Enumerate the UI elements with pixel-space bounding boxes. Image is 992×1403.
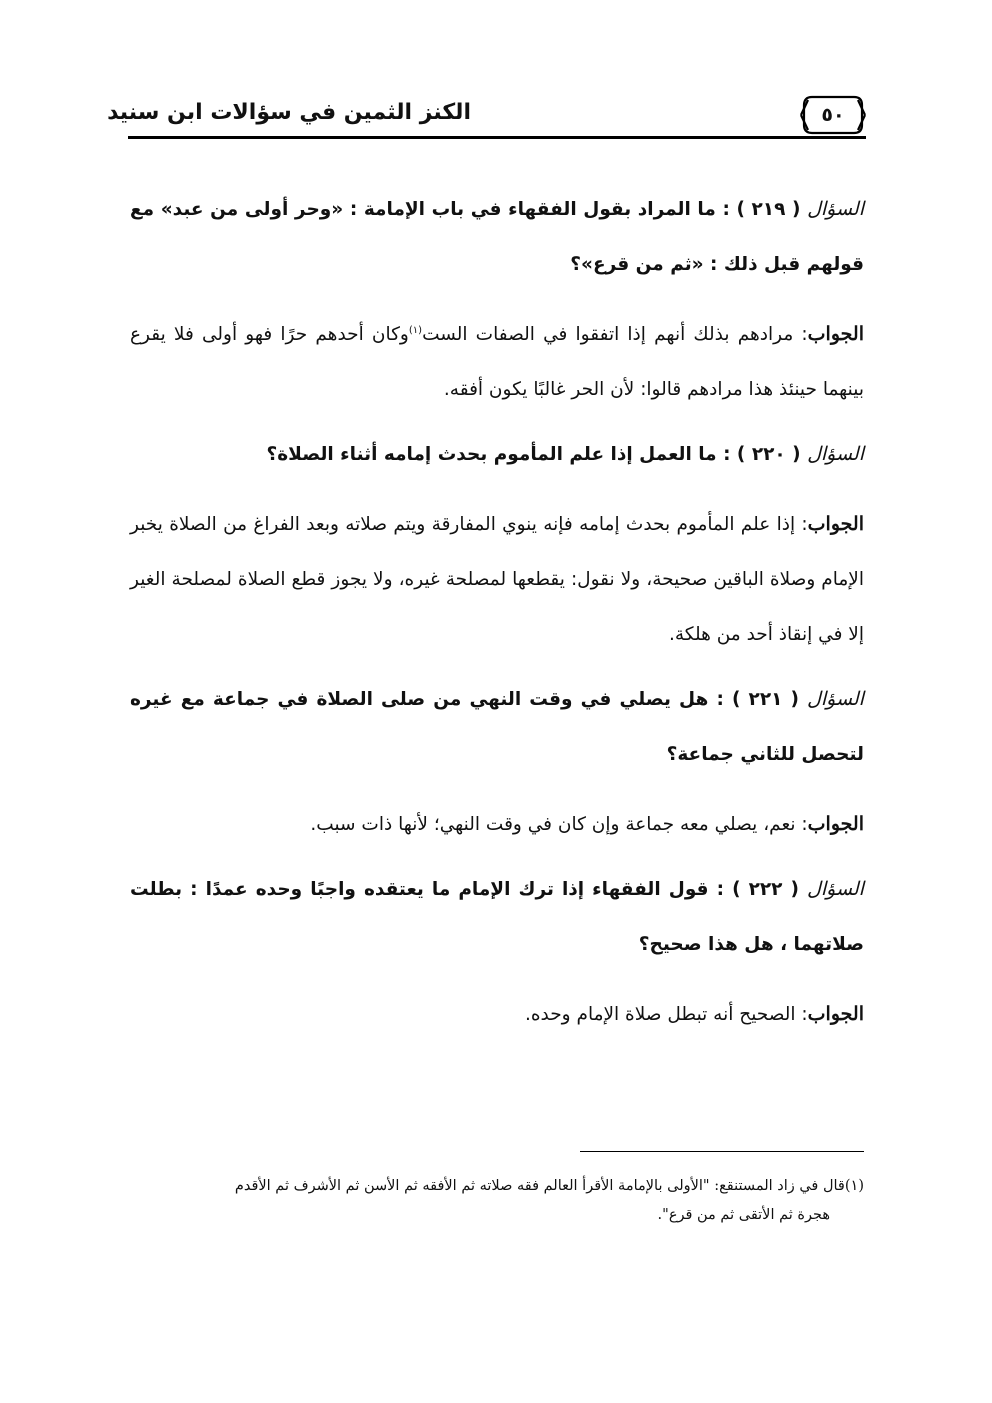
question-number: ( ٢٢٢ ) : xyxy=(716,879,799,900)
question-text: ما المراد بقول الفقهاء في باب الإمامة : «وحر أولى من عبد» مع قولهم قبل ذلك : «ثم من قرع»؟ xyxy=(130,199,864,275)
qa-content xyxy=(130,172,864,1042)
footnote-text-continued: هجرة ثم الأتقى ثم من قرع". xyxy=(657,1207,830,1223)
question-text: هل يصلي في وقت النهي من صلى الصلاة في جماعة مع غيره لتحصل للثاني جماعة؟ xyxy=(130,689,864,765)
answer-text: : نعم، يصلي معه جماعة وإن كان في وقت النهي؛ لأنها ذات سبب. xyxy=(310,814,808,835)
question-label: السؤال xyxy=(807,878,864,900)
question-221 xyxy=(130,672,864,782)
page-header xyxy=(107,90,866,140)
answer-221 xyxy=(130,797,864,852)
page-number: ٥٠ xyxy=(821,104,845,126)
footnote-marker: (١) xyxy=(844,1178,864,1194)
footnote-reference: (١) xyxy=(408,324,423,336)
question-text: ما العمل إذا علم المأموم بحدث إمامه أثناء الصلاة؟ xyxy=(266,444,717,465)
question-220 xyxy=(130,427,864,482)
question-number: ( ٢٢١ ) : xyxy=(716,689,799,710)
header-divider xyxy=(128,136,866,139)
answer-text: : إذا علم المأموم بحدث إمامه فإنه ينوي المفارقة ويتم صلاته وبعد الفراغ من الصلاة يخبر الإمام وصلاة الباقين صحيحة، ولا نقول: يقطعها لمصلحة غيره، ولا يجوز قطع الصلاة لمصلحة الغير إلا في إنقاذ أحد من هلكة. xyxy=(130,514,864,645)
answer-219 xyxy=(130,307,864,417)
footnote xyxy=(128,1172,864,1230)
question-222 xyxy=(130,862,864,972)
book-title: الكنز الثمين في سؤالات ابن سنيد xyxy=(107,100,471,125)
answer-text: : مرادهم بذلك أنهم إذا اتفقوا في الصفات الست xyxy=(422,324,808,345)
question-label: السؤال xyxy=(807,688,864,710)
answer-222 xyxy=(130,987,864,1042)
answer-label: الجواب xyxy=(807,813,864,835)
question-number: ( ٢٢٠ ) : xyxy=(723,444,801,465)
question-label: السؤال xyxy=(807,198,864,220)
footnote-divider xyxy=(580,1151,864,1152)
answer-label: الجواب xyxy=(807,1003,864,1025)
answer-220 xyxy=(130,497,864,662)
question-219 xyxy=(130,182,864,292)
page-number-badge xyxy=(800,94,866,136)
answer-label: الجواب xyxy=(807,513,864,535)
question-label: السؤال xyxy=(807,443,864,465)
question-number: ( ٢١٩ ) : xyxy=(722,199,801,220)
question-text: قول الفقهاء إذا ترك الإمام ما يعتقده واجبًا وحده عمدًا : بطلت صلاتهما ، هل هذا صحيح؟ xyxy=(130,879,864,955)
answer-text-continued: وكان أحدهم حرًا فهو أولى فلا يقرع بينهما حينئذ هذا مرادهم قالوا: لأن الحر غالبًا يكون أفقه. xyxy=(130,324,864,400)
footnote-text: قال في زاد المستنقع: "الأولى بالإمامة الأقرأ العالم فقه صلاته ثم الأفقه ثم الأسن ثم الأشرف ثم الأقدم xyxy=(234,1178,845,1194)
answer-text: : الصحيح أنه تبطل صلاة الإمام وحده. xyxy=(524,1004,808,1025)
answer-label: الجواب xyxy=(807,323,864,345)
